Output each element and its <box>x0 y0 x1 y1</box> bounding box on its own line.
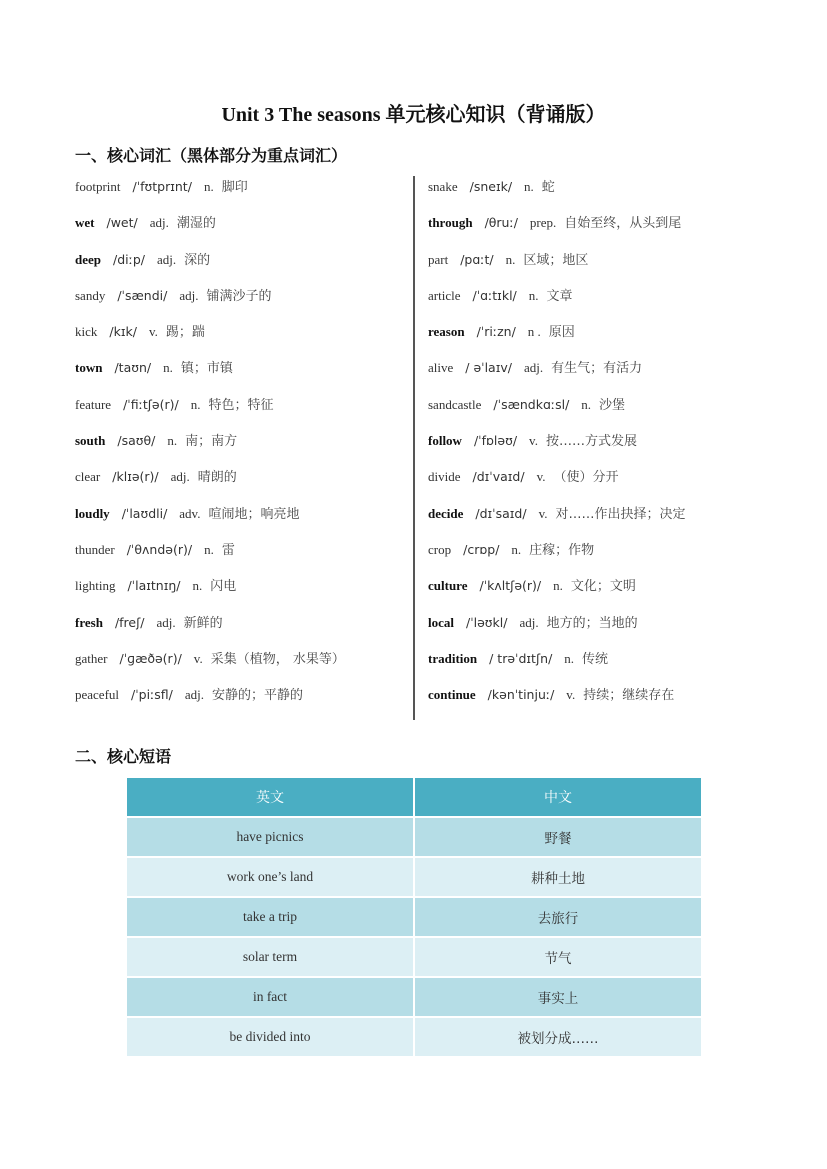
vocab-pos: n. <box>528 287 539 303</box>
vocab-item <box>75 247 410 283</box>
vocab-pos: n. <box>581 396 592 412</box>
vocab-phonetic: /saʊθ/ <box>117 433 156 449</box>
vocab-item <box>75 464 410 500</box>
vocab-pos: v. <box>148 324 158 340</box>
vocab-phonetic: /θruː/ <box>484 215 518 231</box>
vocab-phonetic: /ˈɑːtɪkl/ <box>472 287 517 303</box>
vocab-column-left <box>75 174 410 718</box>
vocab-item <box>75 537 410 573</box>
vocab-meaning: 持续；继续存在 <box>583 688 675 704</box>
page-title: Unit 3 The seasons 单元核心知识（背诵版） <box>221 104 606 126</box>
vocab-meaning: 地方的；当地的 <box>546 615 638 631</box>
vocab-phonetic: /ˈθʌndə(r)/ <box>126 541 193 557</box>
vocab-word: fresh <box>75 614 103 630</box>
phrase-table-header <box>126 777 702 817</box>
table-row <box>126 1017 702 1057</box>
vocab-item <box>75 283 410 319</box>
vocab-word: south <box>75 433 106 449</box>
vocab-item <box>428 210 728 246</box>
vocab-meaning: 特色；特征 <box>208 397 274 413</box>
vocab-phonetic: /ˈsændkɑːsl/ <box>493 396 570 412</box>
vocab-item <box>428 355 728 391</box>
table-row <box>126 897 702 937</box>
vocab-phonetic: /pɑːt/ <box>460 251 494 267</box>
vocab-meaning: （使）分开 <box>553 470 619 486</box>
vocab-word: deep <box>75 251 101 267</box>
table-row <box>126 817 702 857</box>
vocab-word: town <box>75 360 103 376</box>
vocab-item <box>428 537 728 573</box>
vocab-pos: adj. <box>184 687 205 703</box>
vocab-pos: n. <box>553 578 563 594</box>
vocab-word: peaceful <box>75 687 120 703</box>
vocab-item <box>428 573 728 609</box>
vocab-phonetic: /ˈlaɪtnɪŋ/ <box>127 578 181 594</box>
vocab-meaning: 区域；地区 <box>523 252 589 268</box>
vocab-pos: n. <box>167 433 178 449</box>
vocab-item <box>75 428 410 464</box>
vocab-word: alive <box>428 360 454 376</box>
vocab-phonetic: /klɪə(r)/ <box>112 469 159 485</box>
vocab-item <box>75 392 410 428</box>
vocab-meaning: 深的 <box>184 252 211 268</box>
vocab-meaning: 文章 <box>546 288 573 304</box>
vocab-phonetic: / əˈlaɪv/ <box>465 360 512 376</box>
phrase-english: take a trip <box>126 897 414 937</box>
vocab-phonetic: /kənˈtinjuː/ <box>487 687 555 703</box>
vocab-meaning: 安静的；平静的 <box>212 688 304 704</box>
vocab-word: lighting <box>75 578 116 594</box>
vocab-word: gather <box>75 650 108 666</box>
vocab-item <box>75 610 410 646</box>
vocab-item <box>428 464 728 500</box>
vocab-pos: v. <box>538 505 548 521</box>
vocab-phonetic: /dɪˈvaɪd/ <box>472 469 525 485</box>
vocab-meaning: 新鲜的 <box>183 615 223 631</box>
vocab-item <box>75 573 410 609</box>
vocab-item <box>428 682 728 718</box>
vocab-phonetic: /ˈfɒləʊ/ <box>473 433 518 449</box>
section-heading-vocabulary: 一、核心词汇（黑体部分为重点词汇） <box>75 146 348 165</box>
phrase-english: work one’s land <box>126 857 414 897</box>
vocab-phonetic: /ˈriːzn/ <box>476 324 516 340</box>
vocab-pos: adv. <box>179 505 201 521</box>
vocab-phonetic: /ˈfiːtʃə(r)/ <box>123 396 179 412</box>
vocab-pos: adj. <box>523 360 544 376</box>
vocab-word: clear <box>75 469 101 485</box>
vocab-word: kick <box>75 324 98 340</box>
vocab-phonetic: /ˈləʊkl/ <box>466 614 508 630</box>
vocab-phonetic: /dɪˈsaɪd/ <box>475 505 527 521</box>
vocab-meaning: 喧闹地；响亮地 <box>208 506 300 522</box>
vocab-word: feature <box>75 396 112 412</box>
vocab-phonetic: /ˈkʌltʃə(r)/ <box>479 578 542 594</box>
vocab-meaning: 采集（植物， 水果等） <box>210 651 345 667</box>
vocab-word: sandcastle <box>428 396 482 412</box>
vocab-meaning: 蛇 <box>541 180 555 195</box>
vocab-pos: v. <box>193 650 203 666</box>
vocab-word: continue <box>428 687 476 703</box>
vocab-item <box>75 210 410 246</box>
vocab-item <box>428 392 728 428</box>
header-chinese: 中文 <box>414 777 702 817</box>
vocab-phonetic: /freʃ/ <box>114 614 145 630</box>
vocab-word: through <box>428 215 473 231</box>
vocab-phonetic: /ˈlaʊdli/ <box>121 505 168 521</box>
vocab-phonetic: /kɪk/ <box>109 324 137 340</box>
phrase-chinese: 耕种土地 <box>414 857 702 897</box>
phrase-table <box>125 776 703 1058</box>
vocab-phonetic: /ˈfʊtprɪnt/ <box>132 179 192 194</box>
vocab-meaning: 自始至终，从头到尾 <box>564 216 682 232</box>
vocab-word: article <box>428 287 461 303</box>
table-row <box>126 857 702 897</box>
vocab-meaning: 潮湿的 <box>176 216 216 232</box>
vocab-meaning: 脚印 <box>221 180 248 195</box>
vocab-pos: n. <box>204 541 214 557</box>
vocab-word: loudly <box>75 505 110 521</box>
vocab-meaning: 踢；踹 <box>165 325 205 341</box>
vocab-word: divide <box>428 469 461 485</box>
vocab-word: tradition <box>428 650 478 666</box>
phrase-english: have picnics <box>126 817 414 857</box>
vocab-meaning: 传统 <box>582 651 609 667</box>
vocab-pos: n. <box>524 179 534 194</box>
vocab-meaning: 对……作出抉择；决定 <box>555 506 686 522</box>
vocab-meaning: 原因 <box>548 325 575 341</box>
vocab-phonetic: /ˈɡæðə(r)/ <box>119 650 182 666</box>
phrase-english: in fact <box>126 977 414 1017</box>
vocab-column-right <box>428 174 728 718</box>
vocab-pos: n. <box>505 251 516 267</box>
vocab-item <box>75 319 410 355</box>
vocab-item <box>428 501 728 537</box>
vocab-meaning: 南；南方 <box>185 434 238 450</box>
vocab-pos: v. <box>529 433 538 449</box>
phrase-chinese: 节气 <box>414 937 702 977</box>
vocab-pos: n. <box>511 541 522 557</box>
vocab-pos: adj. <box>149 215 169 231</box>
vocab-item <box>75 646 410 682</box>
vocab-pos: n. <box>163 360 173 376</box>
vocab-word: crop <box>428 541 452 557</box>
phrase-english: be divided into <box>126 1017 414 1057</box>
vocab-meaning: 庄稼；作物 <box>529 542 595 558</box>
vocab-item <box>75 174 410 210</box>
vocab-word: local <box>428 614 454 630</box>
vocab-meaning: 铺满沙子的 <box>206 288 272 304</box>
vocab-word: wet <box>75 215 95 231</box>
vocab-item <box>428 247 728 283</box>
vocab-word: snake <box>428 179 458 194</box>
vocab-phonetic: / trəˈdɪtʃn/ <box>489 650 553 666</box>
vocab-meaning: 按……方式发展 <box>545 434 637 450</box>
vocab-phonetic: /ˈpiːsfl/ <box>131 687 173 703</box>
vocab-item <box>428 174 728 210</box>
vocab-phonetic: /diːp/ <box>113 251 145 267</box>
vocab-meaning: 晴朗的 <box>197 470 237 486</box>
vocab-phonetic: /wet/ <box>106 215 138 231</box>
vocab-pos: n. <box>190 396 201 412</box>
vocab-meaning: 闪电 <box>210 579 237 595</box>
vocab-item <box>75 501 410 537</box>
vocab-pos: n . <box>527 324 541 340</box>
vocab-pos: adj. <box>179 287 199 303</box>
vocab-word: culture <box>428 578 468 594</box>
section-heading-phrases: 二、核心短语 <box>75 747 172 766</box>
phrase-chinese: 被划分成…… <box>414 1017 702 1057</box>
vocab-phonetic: /taʊn/ <box>114 360 152 376</box>
header-english: 英文 <box>126 777 414 817</box>
vocab-item <box>428 428 728 464</box>
vocab-meaning: 镇；市镇 <box>180 361 233 377</box>
vocab-pos: adj. <box>156 614 176 630</box>
vocab-pos: adj. <box>156 251 177 267</box>
vocab-item <box>428 283 728 319</box>
vocab-pos: n. <box>203 179 214 194</box>
vocab-word: follow <box>428 433 462 449</box>
vocab-pos: n. <box>192 578 203 594</box>
vocab-pos: adj. <box>170 469 190 485</box>
phrase-chinese: 去旅行 <box>414 897 702 937</box>
vocab-meaning: 雷 <box>221 542 235 558</box>
vocab-word: part <box>428 251 449 267</box>
phrase-english: solar term <box>126 937 414 977</box>
vocab-pos: v. <box>536 469 546 485</box>
vocab-word: footprint <box>75 179 121 194</box>
vocab-pos: adj. <box>519 614 539 630</box>
column-divider <box>413 176 415 720</box>
vocab-item <box>428 610 728 646</box>
vocab-word: sandy <box>75 287 106 303</box>
vocab-word: reason <box>428 324 465 340</box>
vocab-word: thunder <box>75 541 115 557</box>
vocab-pos: v. <box>566 687 576 703</box>
vocab-phonetic: /sneɪk/ <box>469 179 513 194</box>
vocab-meaning: 文化；文明 <box>570 579 636 595</box>
table-row <box>126 977 702 1017</box>
phrase-chinese: 野餐 <box>414 817 702 857</box>
vocab-pos: n. <box>564 650 575 666</box>
table-row <box>126 937 702 977</box>
vocab-item <box>75 355 410 391</box>
vocab-pos: prep. <box>529 215 557 231</box>
vocab-item <box>75 682 410 718</box>
vocab-item <box>428 646 728 682</box>
phrase-chinese: 事实上 <box>414 977 702 1017</box>
vocab-meaning: 有生气；有活力 <box>551 361 643 377</box>
vocab-word: decide <box>428 505 464 521</box>
vocab-meaning: 沙堡 <box>599 397 626 413</box>
vocab-phonetic: /crɒp/ <box>463 541 500 557</box>
vocab-item <box>428 319 728 355</box>
vocab-phonetic: /ˈsændi/ <box>117 287 168 303</box>
